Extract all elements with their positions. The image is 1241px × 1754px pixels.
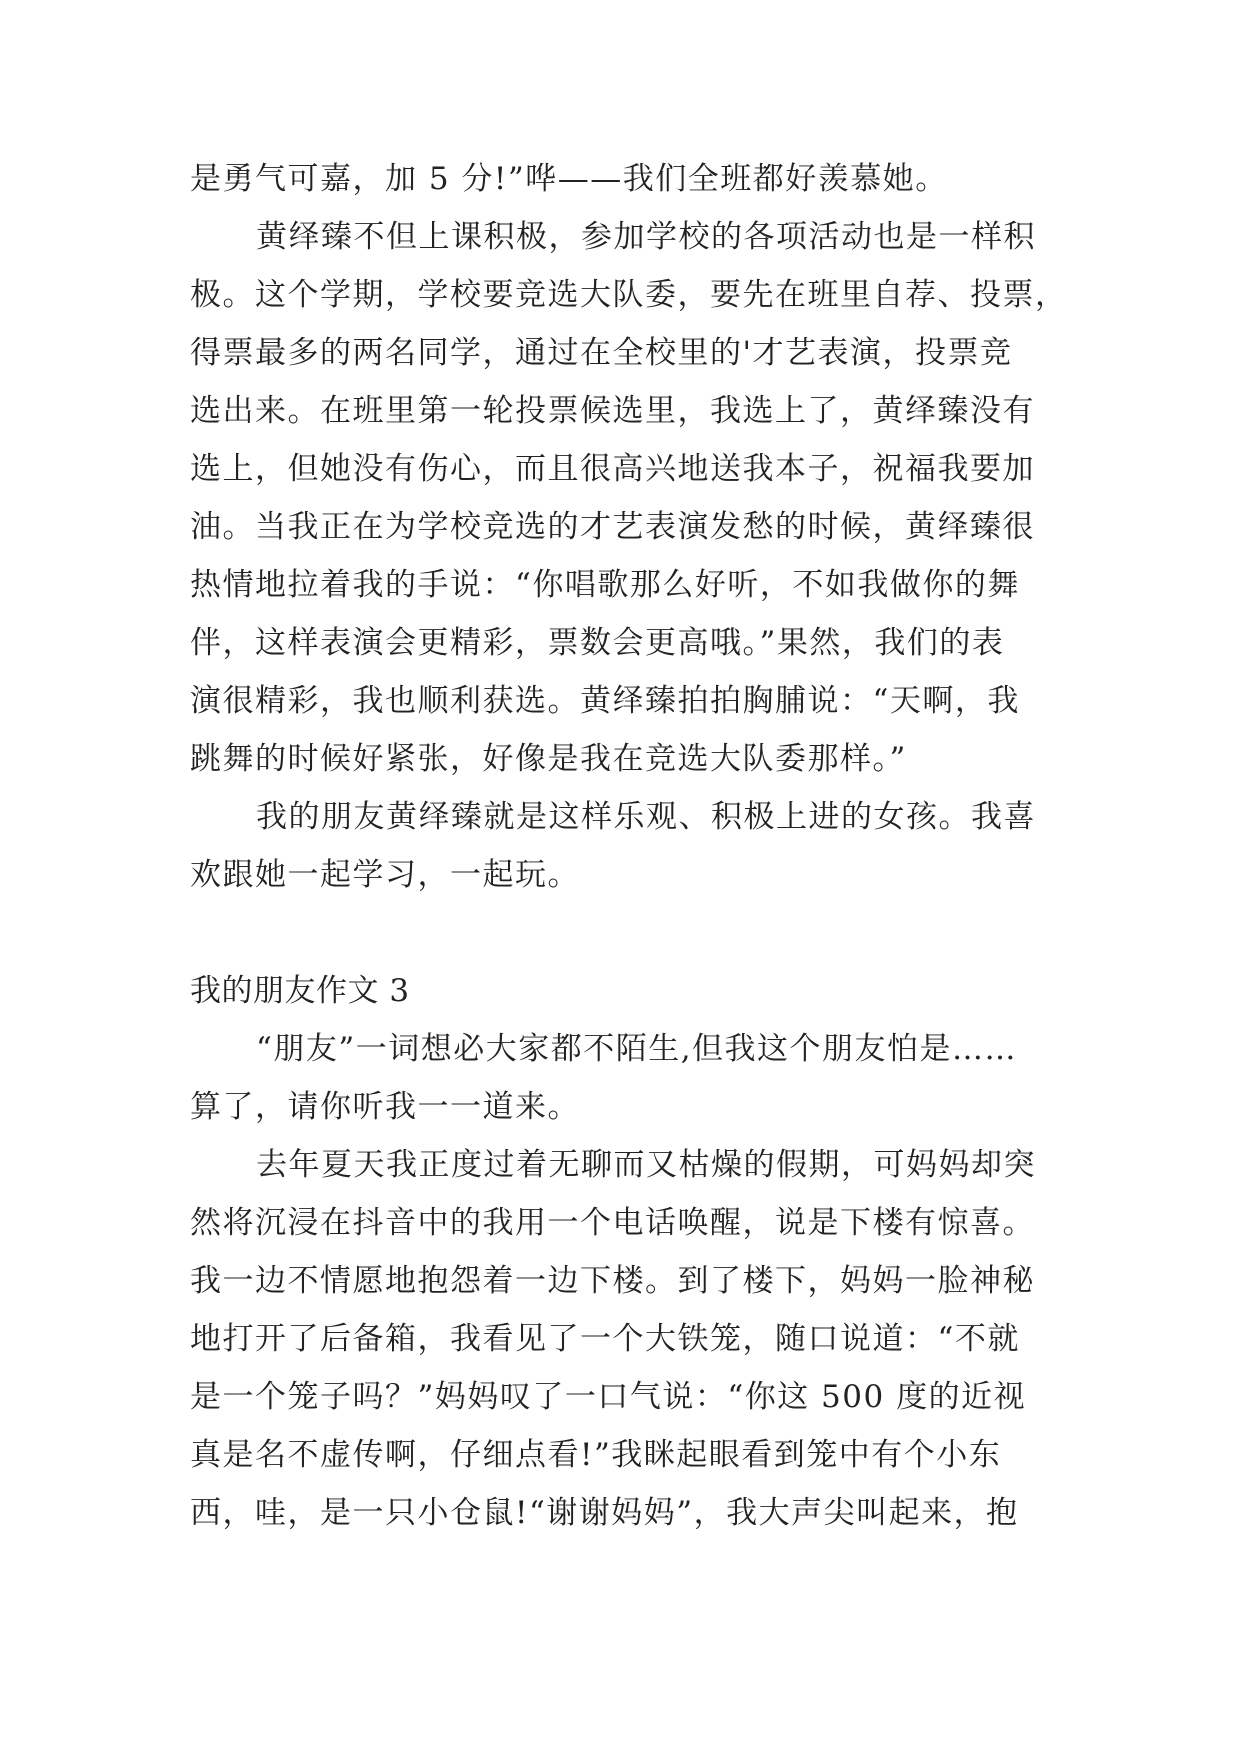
paragraph-line: 然将沉浸在抖音中的我用一个电话唤醒，说是下楼有惊喜。: [190, 1205, 1035, 1241]
paragraph-line: 跳舞的时候好紧张，好像是我在竞选大队委那样。”: [190, 741, 907, 777]
paragraph-line: 欢跟她一起学习，一起玩。: [190, 857, 580, 893]
paragraph-line: 去年夏天我正度过着无聊而又枯燥的假期，可妈妈却突: [256, 1147, 1036, 1183]
paragraph-line: “朋友”一词想必大家都不陌生,但我这个朋友怕是……: [256, 1031, 1018, 1067]
paragraph-line: 极。这个学期，学校要竞选大队委，要先在班里自荐、投票，: [190, 277, 1068, 313]
paragraph-line: 是一个笼子吗？”妈妈叹了一口气说：“你这 500 度的近视: [190, 1379, 1027, 1415]
paragraph-line: 是勇气可嘉，加 5 分!”哗——我们全班都好羡慕她。: [190, 161, 948, 197]
paragraph-line: 选上，但她没有伤心，而且很高兴地送我本子，祝福我要加: [190, 451, 1035, 487]
paragraph-line: 热情地拉着我的手说：“你唱歌那么好听，不如我做你的舞: [190, 567, 1020, 603]
paragraph-line: 伴，这样表演会更精彩，票数会更高哦。”果然，我们的表: [190, 625, 1005, 661]
essay-body: [190, 150, 1070, 1542]
paragraph-line: 油。当我正在为学校竞选的才艺表演发愁的时候，黄绎臻很: [190, 509, 1035, 545]
paragraph-line: 我的朋友黄绎臻就是这样乐观、积极上进的女孩。我喜: [256, 799, 1036, 835]
paragraph-line: 地打开了后备箱，我看见了一个大铁笼，随口说道：“不就: [190, 1321, 1020, 1357]
paragraph-line: 选出来。在班里第一轮投票候选里，我选上了，黄绎臻没有: [190, 393, 1035, 429]
paragraph-line: 得票最多的两名同学，通过在全校里的'才艺表演，投票竞: [190, 335, 1013, 371]
paragraph-line: 真是名不虚传啊，仔细点看!”我眯起眼看到笼中有个小东: [190, 1437, 1002, 1473]
paragraph-line: 算了，请你听我一一道来。: [190, 1089, 580, 1125]
paragraph-line: 演很精彩，我也顺利获选。黄绎臻拍拍胸脯说：“天啊，我: [190, 683, 1020, 719]
paragraph-line: 西，哇，是一只小仓鼠!“谢谢妈妈”，我大声尖叫起来，抱: [190, 1495, 1019, 1531]
essay-heading: 我的朋友作文 3: [190, 973, 410, 1009]
paragraph-line: 我一边不情愿地抱怨着一边下楼。到了楼下，妈妈一脸神秘: [190, 1263, 1035, 1299]
paragraph-line: 黄绎臻不但上课积极，参加学校的各项活动也是一样积: [256, 219, 1036, 255]
section-gap: [190, 904, 1070, 962]
